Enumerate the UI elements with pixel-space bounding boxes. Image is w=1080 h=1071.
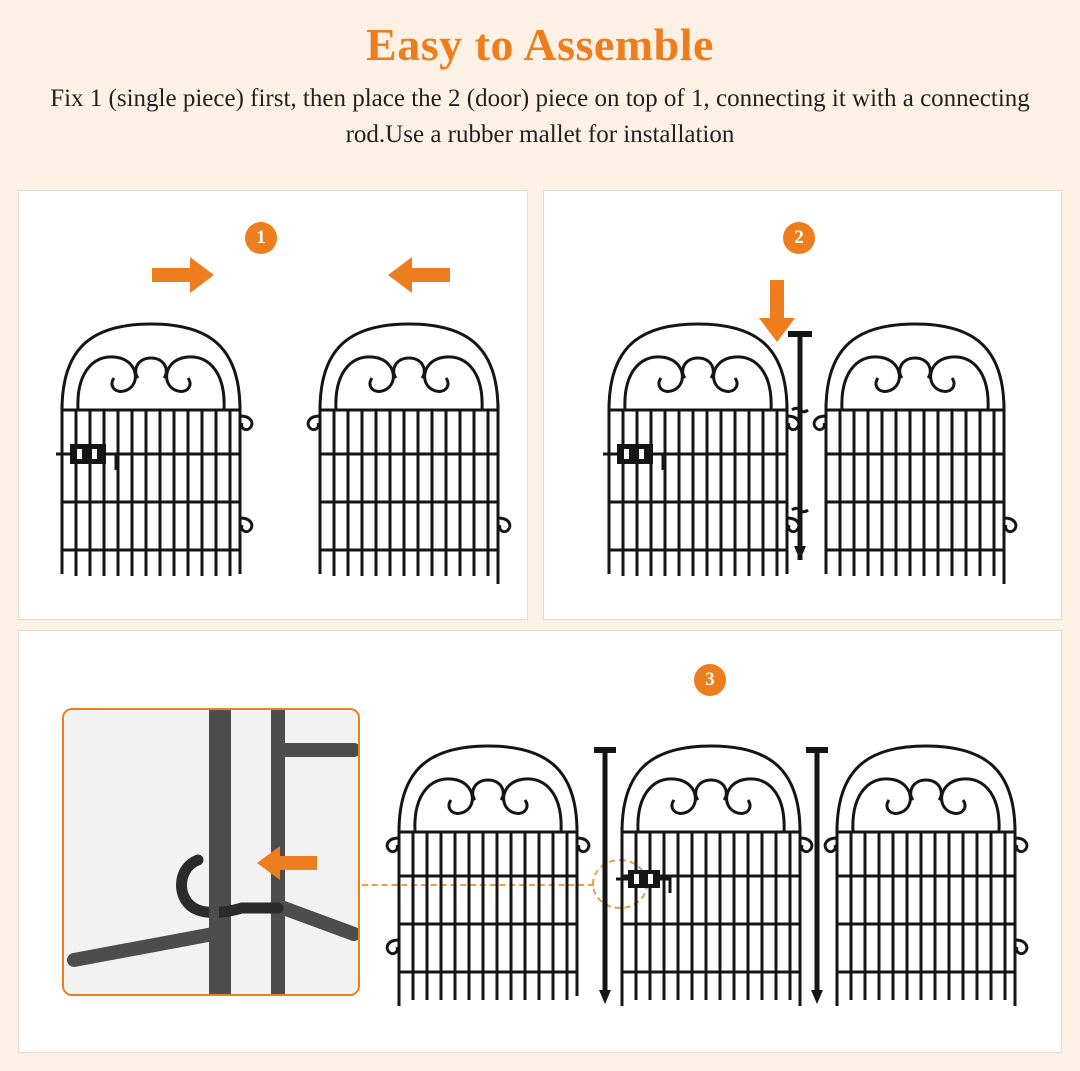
arrow-left-icon (386, 255, 450, 295)
header (0, 0, 1080, 182)
arrow-right-icon (152, 255, 216, 295)
fence-panel-with-latch (48, 318, 258, 588)
fence-panel-plain (385, 740, 595, 1012)
page-subtitle: Fix 1 (single piece) first, then place the 2 (door) piece on top of 1, connecting it with a connecting rod.Use a rubber mallet for installation (50, 85, 1030, 148)
fence-panel-plain (823, 740, 1033, 1012)
fence-panel-plain (812, 318, 1022, 588)
page-title: Easy to Assemble (366, 19, 714, 70)
step-1-badge: 1 (245, 222, 277, 254)
step-3-badge: 3 (694, 664, 726, 696)
fence-panel-with-latch (595, 318, 805, 588)
arrow-left-icon (255, 845, 317, 881)
fence-panel-with-latch (608, 740, 818, 1012)
latch-icon (603, 444, 663, 470)
latch-icon (616, 870, 670, 893)
fence-panel-plain (306, 318, 516, 588)
latch-icon (56, 444, 116, 470)
step-2-badge: 2 (783, 222, 815, 254)
